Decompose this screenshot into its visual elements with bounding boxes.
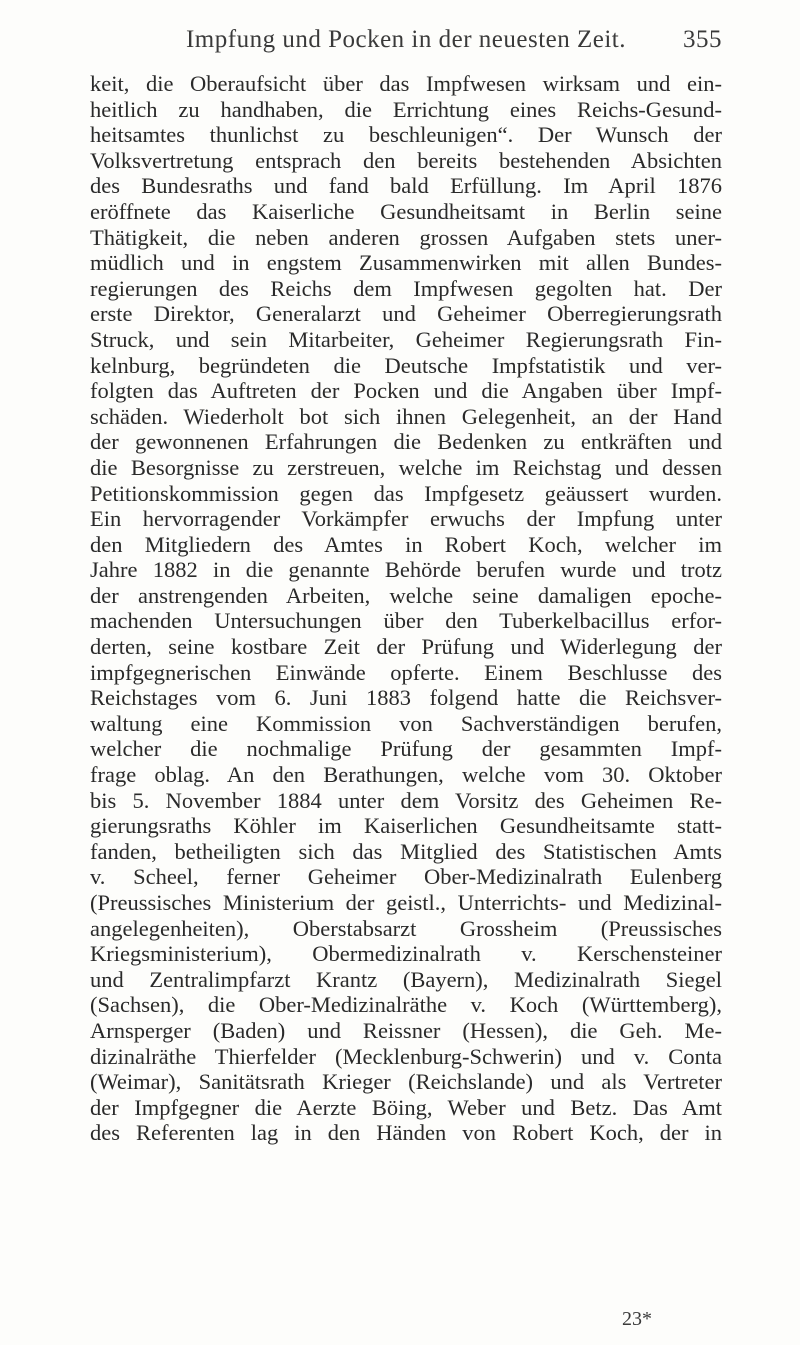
text-line: v. Scheel, ferner Geheimer Ober-Medizinalrath Eulenberg: [90, 864, 722, 890]
text-line: waltung eine Kommission von Sachverständigen berufen,: [90, 710, 722, 736]
running-head: [90, 22, 722, 62]
text-line: eröffnete das Kaiserliche Gesundheitsamt in Berlin seine: [90, 198, 722, 224]
text-line: heitsamtes thunlichst zu beschleunigen“. Der Wunsch der: [90, 122, 722, 148]
page-number: 355: [683, 26, 722, 53]
text-line: Petitionskommission gegen das Impfgesetz geäussert wurden.: [90, 480, 722, 506]
text-line: Arnsperger (Baden) und Reissner (Hessen), die Geh. Me-: [90, 1017, 722, 1043]
text-line: keit, die Oberaufsicht über das Impfwesen wirksam und ein-: [90, 71, 722, 96]
text-line: Reichstages vom 6. Juni 1883 folgend hatte die Reichsver-: [90, 685, 722, 711]
text-line: Volksvertretung entsprach den bereits bestehenden Absichten: [90, 147, 722, 173]
text-line: impfgegnerischen Einwände opferte. Einem Beschlusse des: [90, 659, 722, 685]
text-line: (Preussisches Ministerium der geistl., Unterrichts- und Medizinal-: [90, 890, 722, 915]
text-line: und Zentralimpfarzt Krantz (Bayern), Medizinalrath Siegel: [90, 966, 722, 992]
text-line: welcher die nochmalige Prüfung der gesammten Impf-: [90, 736, 722, 762]
text-line: der gewonnenen Erfahrungen die Bedenken zu entkräften und: [90, 429, 722, 455]
text-line: Thätigkeit, die neben anderen grossen Aufgaben stets uner-: [90, 224, 722, 250]
body-text: [90, 71, 722, 1146]
text-line: angelegenheiten), Oberstabsarzt Grossheim (Preussisches: [90, 915, 722, 941]
text-line: kelnburg, begründeten die Deutsche Impfstatistik und ver-: [90, 352, 722, 378]
text-line: Kriegsministerium), Obermedizinalrath v. Kerschensteiner: [90, 941, 722, 967]
text-line: gierungsraths Köhler im Kaiserlichen Gesundheitsamte statt-: [90, 813, 722, 839]
text-line: schäden. Wiederholt bot sich ihnen Gelegenheit, an der Hand: [90, 403, 722, 429]
text-line: bis 5. November 1884 unter dem Vorsitz des Geheimen Re-: [90, 787, 722, 813]
text-line: der Impfgegner die Aerzte Böing, Weber und Betz. Das Amt: [90, 1094, 722, 1120]
text-line: Jahre 1882 in die genannte Behörde berufen wurde und trotz: [90, 557, 722, 583]
text-line: die Besorgnisse zu zerstreuen, welche im Reichstag und dessen: [90, 454, 722, 480]
text-line: frage oblag. An den Berathungen, welche vom 30. Oktober: [90, 762, 722, 788]
text-line: des Referenten lag in den Händen von Robert Koch, der in: [90, 1120, 722, 1146]
text-line: heitlich zu handhaben, die Errichtung eines Reichs-Gesund-: [90, 96, 722, 122]
text-line: folgten das Auftreten der Pocken und die Angaben über Impf-: [90, 378, 722, 404]
printer-signature: 23*: [622, 1308, 652, 1330]
text-line: regierungen des Reichs dem Impfwesen gegolten hat. Der: [90, 275, 722, 301]
running-title: Impfung und Pocken in der neuesten Zeit.: [185, 26, 627, 53]
text-line: fanden, betheiligten sich das Mitglied des Statistischen Amts: [90, 838, 722, 864]
text-line: Ein hervorragender Vorkämpfer erwuchs der Impfung unter: [90, 506, 722, 532]
text-line: Struck, und sein Mitarbeiter, Geheimer Regierungsrath Fin-: [90, 326, 722, 352]
text-line: der anstrengenden Arbeiten, welche seine damaligen epoche-: [90, 582, 722, 608]
text-line: den Mitgliedern des Amtes in Robert Koch, welcher im: [90, 531, 722, 557]
text-line: (Weimar), Sanitätsrath Krieger (Reichslande) und als Vertreter: [90, 1069, 722, 1095]
text-line: derten, seine kostbare Zeit der Prüfung und Widerlegung der: [90, 634, 722, 660]
text-line: des Bundesraths und fand bald Erfüllung. Im April 1876: [90, 173, 722, 199]
text-line: machenden Untersuchungen über den Tuberkelbacillus erfor-: [90, 608, 722, 634]
text-line: müdlich und in engstem Zusammenwirken mit allen Bundes-: [90, 250, 722, 276]
text-line: (Sachsen), die Ober-Medizinalräthe v. Koch (Württemberg),: [90, 992, 722, 1018]
text-line: erste Direktor, Generalarzt und Geheimer Oberregierungsrath: [90, 301, 722, 327]
text-line: dizinalräthe Thierfelder (Mecklenburg-Schwerin) und v. Conta: [90, 1043, 722, 1069]
